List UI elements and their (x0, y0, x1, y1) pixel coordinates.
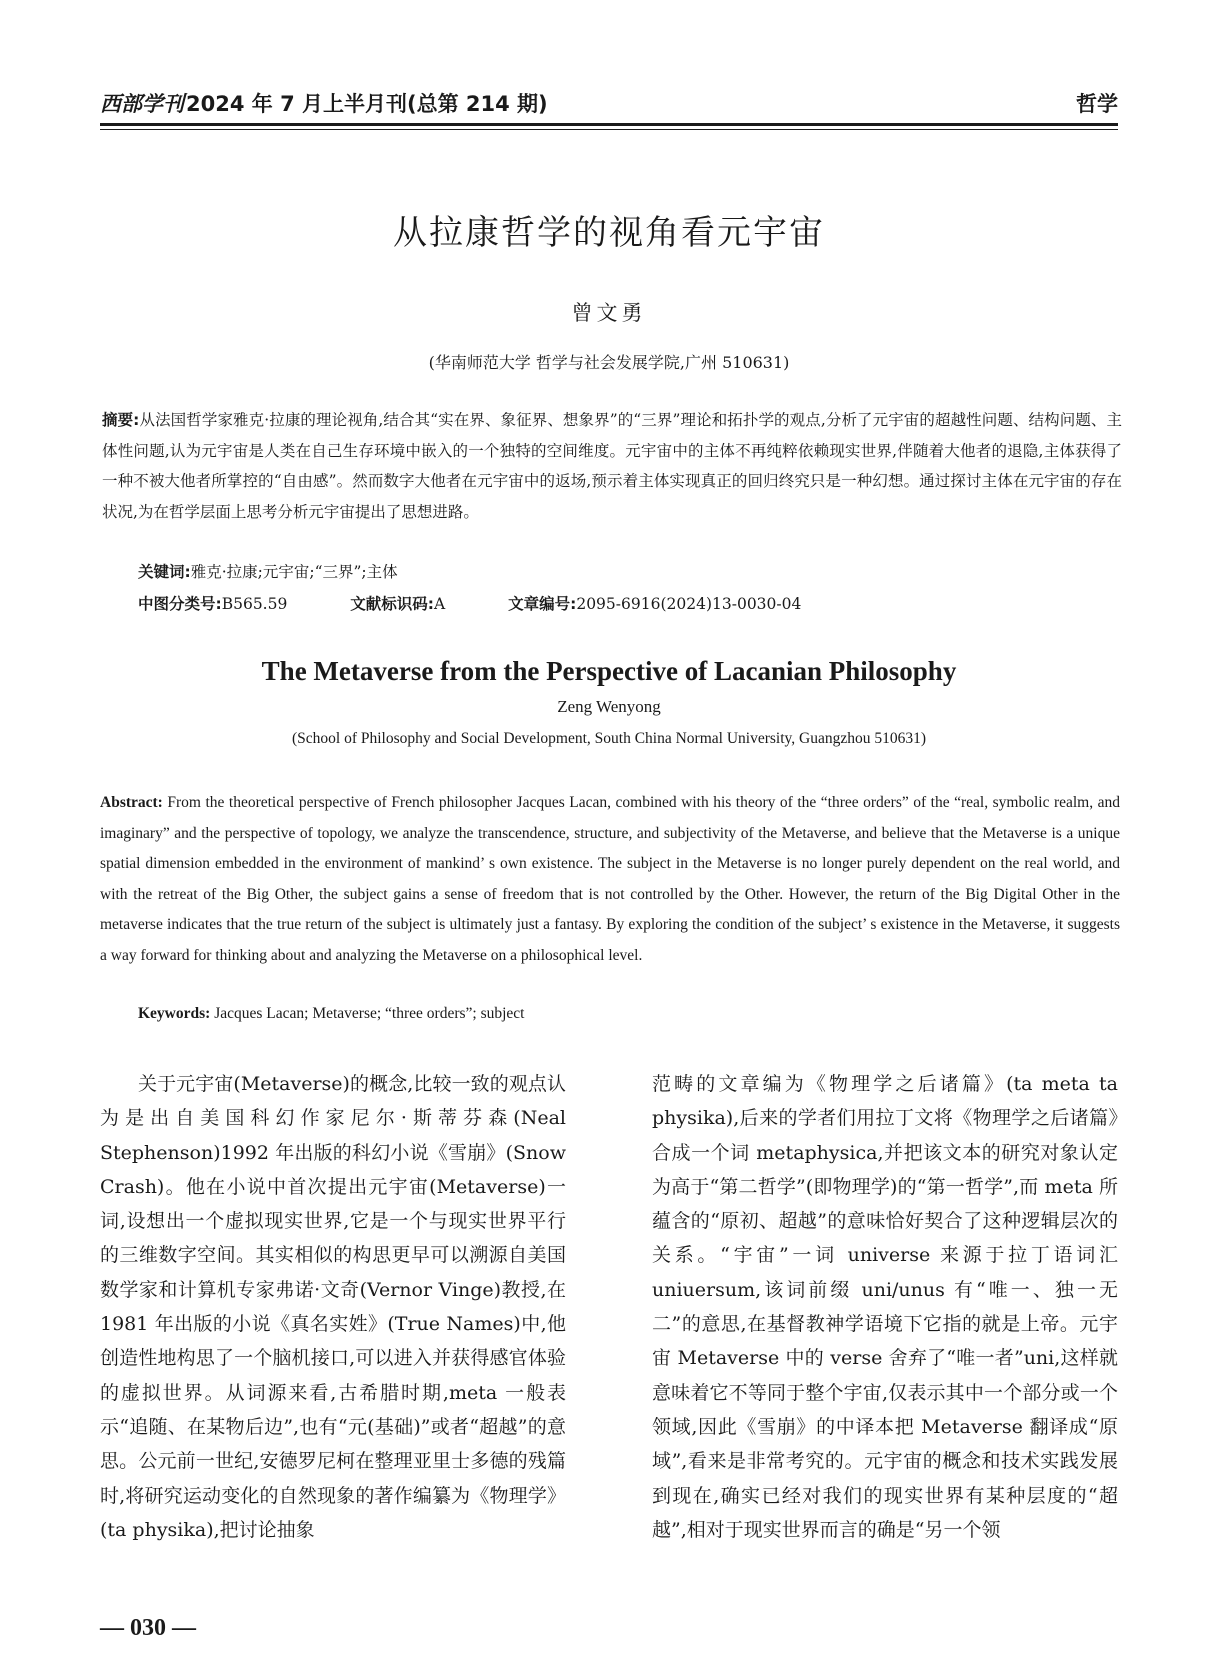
abstract-cn-text: 从法国哲学家雅克·拉康的理论视角,结合其“实在界、象征界、想象界”的“三界”理论和拓扑学的观点,分析了元宇宙的超越性问题、结构问题、主体性问题,认为元宇宙是人类在自己生存环境中嵌入的一个独特的空间维度。元宇宙中的主体不再纯粹依赖现实世界,伴随着大他者的退隐,主体获得了一种不被大他者所掌控的“自由感”。然而数字大他者在元宇宙中的返场,预示着主体实现真正的回归终究只是一种幻想。通过探讨主体在元宇宙的存在状况,为在哲学层面上思考分析元宇宙提出了思想进路。 (102, 411, 1123, 521)
header-rule-thick (100, 123, 1118, 126)
running-header (100, 82, 1118, 122)
article-no-value: 2095-6916(2024)13-0030-04 (576, 595, 802, 613)
abstract-en-text: From the theoretical perspective of French philosopher Jacques Lacan, combined with his theory of the “three orders” of the “real, symbolic realm, and imaginary” and the perspective of topology, we analyze the transcendence, structure, and subjectivity of the Metaverse, and believe that the Metaverse is a unique spatial dimension embedded in the environment of mankind’ s own existence. The subject in the Metaverse is no longer purely dependent on the real world, and with the retreat of the Big Other, the subject gains a sense of freedom that is not controlled by the Other. However, the return of the Big Digital Other in the metaverse indicates that the true return of the subject is ultimately just a fantasy. By exploring the condition of the subject’ s existence in the Metaverse, it suggests a way forward for thinking about and analyzing the Metaverse on a philosophical level. (100, 794, 1120, 964)
body-column-left: 关于元宇宙(Metaverse)的概念,比较一致的观点认为是出自美国科幻作家尼尔·斯蒂芬森(Neal Stephenson)1992 年出版的科幻小说《雪崩》(Snow Crash)。他在小说中首次提出元宇宙(Metaverse)一词,设想出一个虚拟现实世界,它是一个与现实世界平行的三维数字空间。其实相似的构思更早可以溯源自美国数学家和计算机专家弗诺·文奇(Vernor Vinge)教授,在 1981 年出版的小说《真名实姓》(True Names)中,他创造性地构思了一个脑机接口,可以进入并获得感官体验的虚拟世界。从词源来看,古希腊时期,meta 一般表示“追随、在某物后边”,也有“元(基础)”或者“超越”的意思。公元前一世纪,安德罗尼柯在整理亚里士多德的残篇时,将研究运动变化的自然现象的著作编纂为《物理学》(ta physika),把讨论抽象 (100, 1073, 566, 1541)
affiliation-en: (School of Philosophy and Social Development, South China Normal University, Guangzhou 510631) (292, 730, 926, 747)
keywords-en-text: Jacques Lacan; Metaverse; “three orders”; subject (214, 1005, 525, 1022)
doc-code-label: 文献标识码: (350, 595, 434, 613)
body-column-right: 范畴的文章编为《物理学之后诸篇》(ta meta ta physika),后来的学者们用拉丁文将《物理学之后诸篇》合成一个词 metaphysica,并把该文本的研究对象认定为高于“第二哲学”(即物理学)的“第一哲学”,而 meta 所蕴含的“原初、超越”的意味恰好契合了这种逻辑层次的关系。“宇宙”一词 universe 来源于拉丁语词汇 uniuersum,该词前缀 uni/unus 有“唯一、独一无二”的意思,在基督教神学语境下它指的就是上帝。元宇宙 Metaverse 中的 verse 舍弃了“唯一者”uni,这样就意味着它不等同于整个宇宙,仅表示其中一个部分或一个领域,因此《雪崩》的中译本把 Metaverse 翻译成“原域”,看来是非常考究的。元宇宙的概念和技术实践发展到现在,确实已经对我们的现实世界有某种层度的“超越”,相对于现实世界而言的确是“另一个领 (652, 1073, 1118, 1541)
paper-title-en: The Metaverse from the Perspective of Lacanian Philosophy (261, 656, 957, 686)
keywords-cn (138, 560, 398, 582)
journal-issue: 2024 年 7 月上半月刊(总第 214 期) (186, 92, 548, 116)
clc-label: 中图分类号: (138, 595, 222, 613)
article-no-label: 文章编号: (508, 595, 577, 613)
document-code (350, 592, 445, 614)
classification-line (138, 592, 859, 614)
article-number (508, 592, 801, 614)
abstract-en-label: Abstract: (100, 794, 163, 811)
author-cn: 曾文勇 (571, 301, 647, 325)
journal-logo: 西部学刊 (100, 91, 184, 116)
clc-value: B565.59 (221, 595, 288, 613)
keywords-cn-label: 关键词: (138, 563, 191, 581)
keywords-cn-text: 雅克·拉康;元宇宙;“三界”;主体 (190, 563, 398, 581)
journal-title (100, 88, 548, 118)
keywords-en-label: Keywords: (138, 1005, 211, 1022)
abstract-cn (102, 405, 1122, 527)
abstract-en (100, 788, 1120, 971)
section-name: 哲学 (1076, 92, 1118, 116)
author-en: Zeng Wenyong (557, 697, 661, 716)
doc-code-value: A (433, 595, 446, 613)
header-rule-thin (100, 129, 1118, 130)
abstract-cn-label: 摘要: (102, 411, 140, 429)
paper-title-cn: 从拉康哲学的视角看元宇宙 (393, 213, 825, 253)
page-number: — 030 — (100, 1615, 196, 1641)
affiliation-cn: (华南师范大学 哲学与社会发展学院,广州 510631) (428, 353, 790, 372)
clc-number (138, 592, 287, 614)
keywords-en (138, 1005, 524, 1023)
